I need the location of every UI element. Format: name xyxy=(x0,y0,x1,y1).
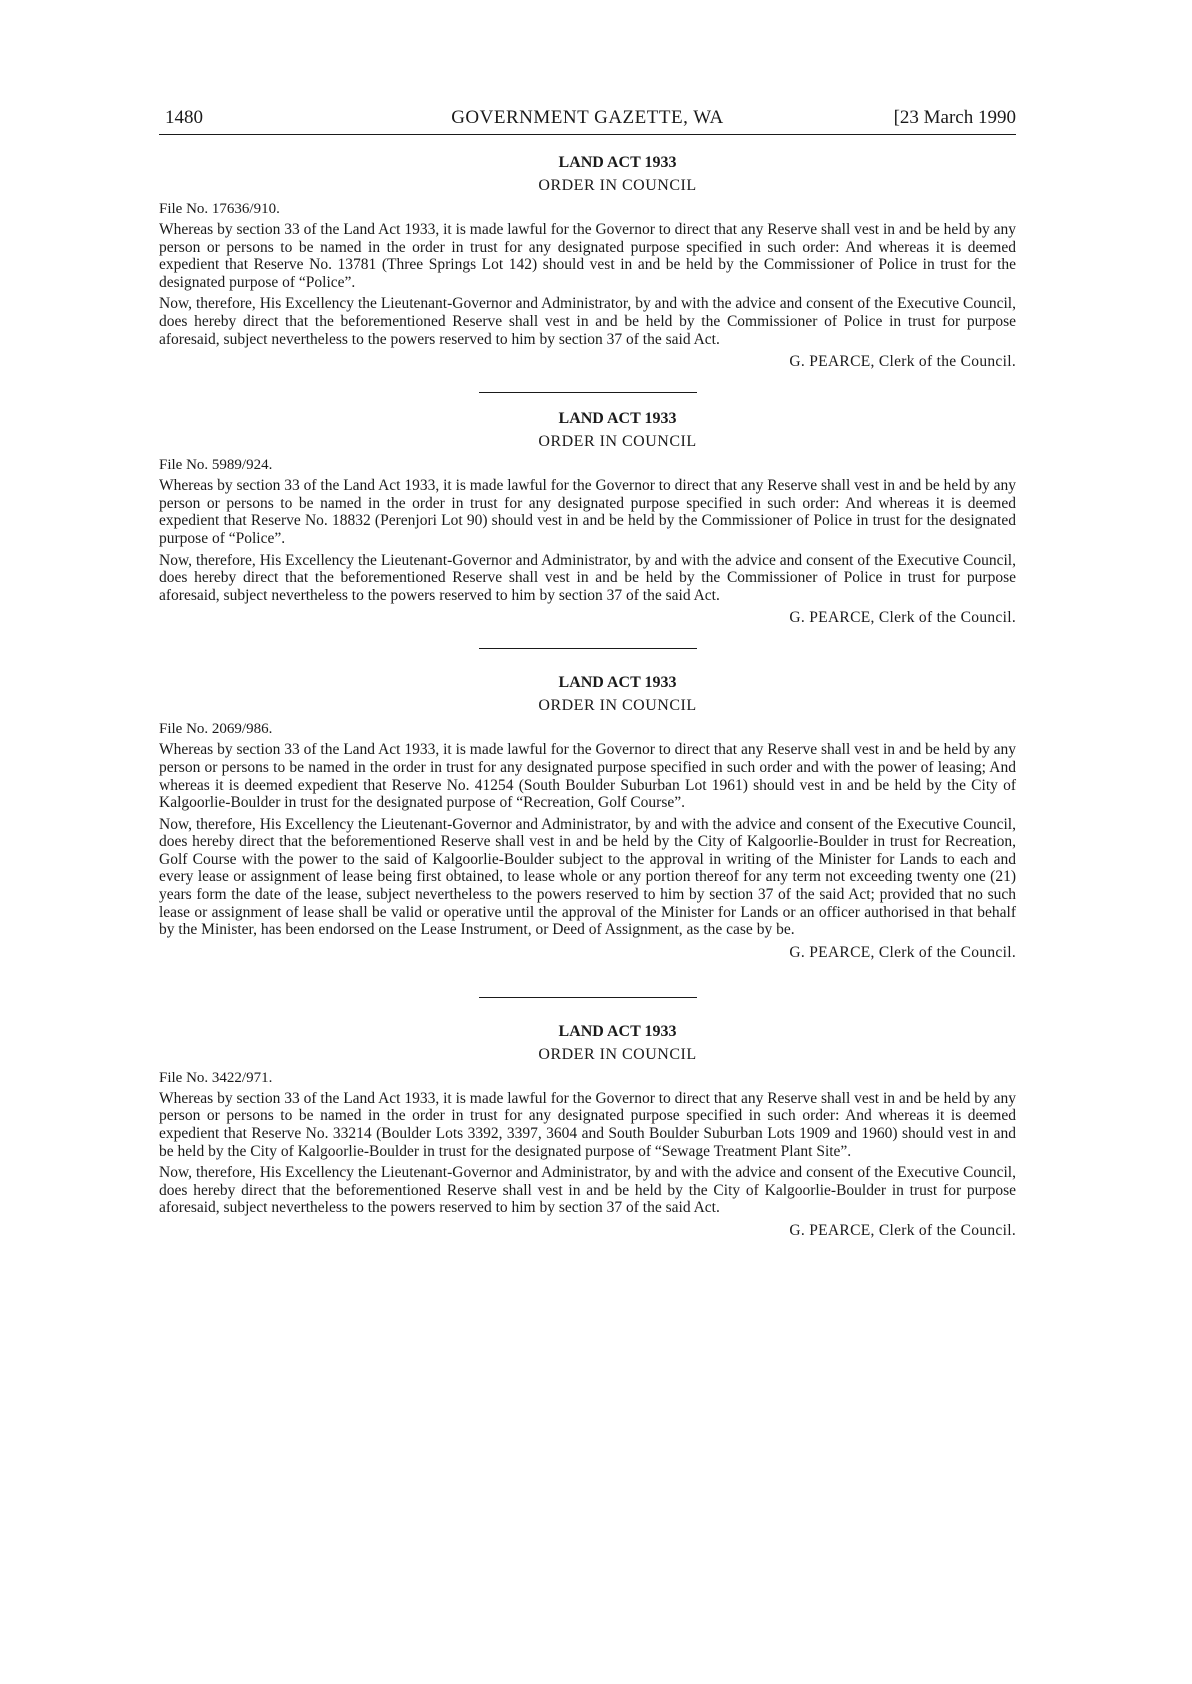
section-divider xyxy=(479,997,697,998)
notice-order: Now, therefore, His Excellency the Lieutenant-Governor and Administrator, by and with the advice and consent of the Executive Council, does hereby direct that the beforementioned Reserve shall vest in and be held by the Commissioner of Police in trust for purpose aforesaid, subject nevertheless to the powers reserved to him by section 37 of the said Act. xyxy=(159,295,1016,348)
order-title: ORDER IN COUNCIL xyxy=(538,433,697,451)
file-number: File No. 2069/986. xyxy=(159,721,273,738)
order-title: ORDER IN COUNCIL xyxy=(538,697,697,715)
notice-recital: Whereas by section 33 of the Land Act 1933, it is made lawful for the Governor to direct that any Reserve shall vest in and be held by any person or persons to be named in the order in trust for any designated purpose specified in such order: And whereas it is deemed expedient that Reserve No. 18832 (Perenjori Lot 90) should vest in and be held by the Commissioner of Police in trust for the designated purpose of “Police”. xyxy=(159,477,1016,547)
gazette-page xyxy=(159,104,1016,1241)
notice xyxy=(159,1020,1016,1241)
signature: G. PEARCE, Clerk of the Council. xyxy=(789,1222,1016,1239)
notice-recital: Whereas by section 33 of the Land Act 1933, it is made lawful for the Governor to direct that any Reserve shall vest in and be held by any person or persons to be named in the order in trust for any designated purpose specified in such order: And whereas it is deemed expedient that Reserve No. 33214 (Boulder Lots 3392, 3397, 3604 and South Boulder Suburban Lots 1909 and 1960) should vest in and be held by the City of Kalgoorlie-Boulder in trust for the designated purpose of “Sewage Treatment Plant Site”. xyxy=(159,1089,1016,1160)
section-divider xyxy=(479,392,697,393)
notice xyxy=(159,671,1016,963)
publication-title: GOVERNMENT GAZETTE, WA xyxy=(451,107,724,128)
act-title: LAND ACT 1933 xyxy=(558,674,677,692)
notice-recital: Whereas by section 33 of the Land Act 1933, it is made lawful for the Governor to direct that any Reserve shall vest in and be held by any person or persons to be named in the order in trust for any designated purpose specified in such order and with the power of leasing; And whereas it is deemed expedient that Reserve No. 41254 (South Boulder Suburban Lot 1961) should vest in and be held by the City of Kalgoorlie-Boulder in trust for the designated purpose of “Recreation, Golf Course”. xyxy=(159,741,1016,812)
act-title: LAND ACT 1933 xyxy=(558,410,677,428)
notice xyxy=(159,407,1016,628)
issue-date: [23 March 1990 xyxy=(893,107,1016,128)
act-title: LAND ACT 1933 xyxy=(558,154,677,171)
file-number: File No. 5989/924. xyxy=(159,457,273,474)
act-title: LAND ACT 1933 xyxy=(558,1022,677,1040)
section-divider xyxy=(479,648,697,649)
signature: G. PEARCE, Clerk of the Council. xyxy=(789,353,1016,371)
notice xyxy=(159,151,1016,372)
order-title: ORDER IN COUNCIL xyxy=(538,177,697,194)
page-number: 1480 xyxy=(165,107,203,128)
header-rule xyxy=(159,134,1016,135)
page-header xyxy=(159,104,1016,132)
signature: G. PEARCE, Clerk of the Council. xyxy=(789,609,1016,627)
file-number: File No. 3422/971. xyxy=(159,1069,273,1086)
notice-order: Now, therefore, His Excellency the Lieutenant-Governor and Administrator, by and with the advice and consent of the Executive Council, does hereby direct that the beforementioned Reserve shall vest in and be held by the City of Kalgoorlie-Boulder in trust for purpose aforesaid, subject nevertheless to the powers reserved to him by section 37 of the said Act. xyxy=(159,1164,1016,1217)
signature: G. PEARCE, Clerk of the Council. xyxy=(789,943,1016,961)
file-number: File No. 17636/910. xyxy=(159,201,280,217)
notice-order: Now, therefore, His Excellency the Lieutenant-Governor and Administrator, by and with the advice and consent of the Executive Council, does hereby direct that the beforementioned Reserve shall vest in and be held by the Commissioner of Police in trust for purpose aforesaid, subject nevertheless to the powers reserved to him by section 37 of the said Act. xyxy=(159,551,1016,604)
notice-recital: Whereas by section 33 of the Land Act 1933, it is made lawful for the Governor to direct that any Reserve shall vest in and be held by any person or persons to be named in the order in trust for any designated purpose specified in such order: And whereas it is deemed expedient that Reserve No. 13781 (Three Springs Lot 142) should vest in and be held by the Commissioner of Police in trust for the designated purpose of “Police”. xyxy=(159,221,1016,291)
order-title: ORDER IN COUNCIL xyxy=(538,1045,697,1063)
notice-order: Now, therefore, His Excellency the Lieutenant-Governor and Administrator, by and with the advice and consent of the Executive Council, does hereby direct that the beforementioned Reserve shall vest in and be held by the City of Kalgoorlie-Boulder in trust for Recreation, Golf Course with the power to the said of Kalgoorlie-Boulder subject to the approval in writing of the Minister for Lands to each and every lease or assignment of lease being first obtained, to lease whole or any portion thereof for any term not exceeding twenty one (21) years form the date of the lease, subject nevertheless to the powers reserved to him by section 37 of the said Act; provided that no such lease or assignment of lease shall be valid or operative until the approval of the Minister for Lands or an officer authorised in that behalf by the Minister, has been endorsed on the Lease Instrument, or Deed of Assignment, as the case by be. xyxy=(159,815,1016,939)
